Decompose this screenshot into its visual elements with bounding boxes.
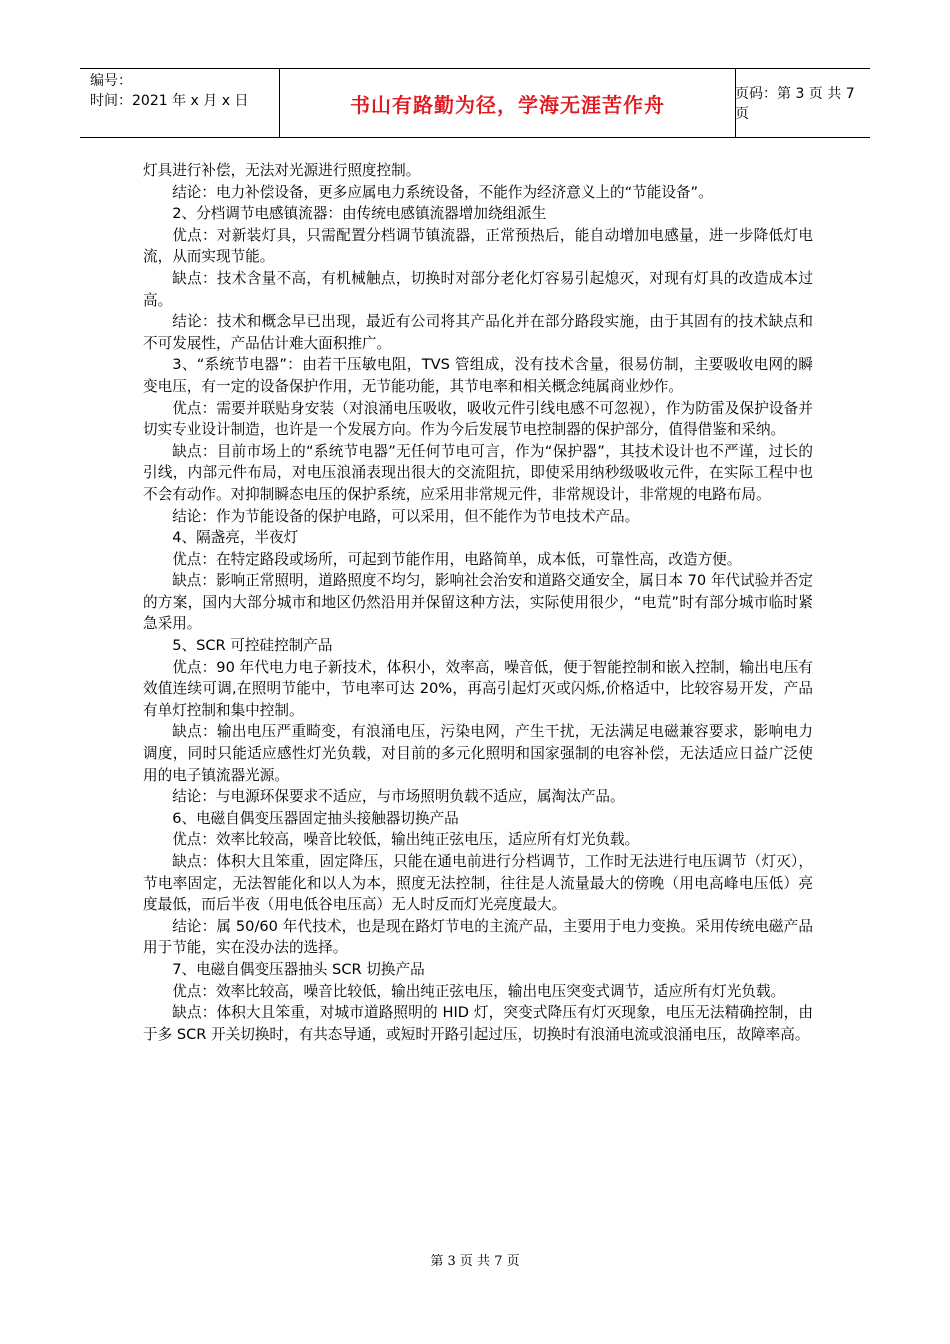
paragraph: 缺点：目前市场上的“系统节电器”无任何节电可言，作为“保护器”，其技术设计也不严谨，过长的引线，内部元件布局，对电压浪涌表现出很大的交流阻抗，即使采用纳秒级吸收元件，在实际工程中也不会有动作。对抑制瞬态电压的保护系统，应采用非常规元件，非常规设计，非常规的电路布局。 bbox=[143, 442, 813, 503]
paragraph: 优点：在特定路段或场所，可起到节能作用，电路简单，成本低，可靠性高，改造方便。 bbox=[172, 550, 742, 568]
paragraph: 3、“系统节电器”：由若干压敏电阻，TVS 管组成，没有技术含量，很易仿制，主要吸收电网的瞬变电压，有一定的设备保护作用，无节能功能，其节电率和相关概念纯属商业炒作。 bbox=[143, 356, 813, 395]
paragraph: 优点：需要并联贴身安装（对浪涌电压吸收，吸收元件引线电感不可忽视），作为防雷及保护设备并切实专业设计制造，也许是一个发展方向。作为今后发展节电控制器的保护部分，值得借鉴和采纳。 bbox=[143, 399, 813, 439]
header-meta bbox=[80, 69, 280, 137]
paragraph: 2、分档调节电感镇流器：由传统电感镇流器增加绕组派生 bbox=[172, 205, 547, 223]
paragraph: 结论：作为节能设备的保护电路，可以采用，但不能作为节电技术产品。 bbox=[172, 507, 640, 525]
paragraph: 4、隔盏亮，半夜灯 bbox=[172, 529, 299, 547]
paragraph: 优点：对新装灯具，只需配置分档调节镇流器，正常预热后，能自动增加电感量，进一步降低灯电流，从而实现节能。 bbox=[143, 226, 813, 266]
paragraph: 缺点：体积大且笨重，对城市道路照明的 HID 灯，突变式降压有灯灭现象，电压无法精确控制，由于多 SCR 开关切换时，有共态导通，或短时开路引起过压，切换时有浪涌电流或浪涌电压，故障率高。 bbox=[143, 1004, 814, 1043]
paragraph: 结论：属 50/60 年代技术，也是现在路灯节电的主流产品，主要用于电力变换。采用传统电磁产品用于节能，实在没办法的选择。 bbox=[143, 917, 813, 957]
document-body bbox=[143, 160, 813, 1045]
paragraph: 6、电磁自偶变压器固定抽头接触器切换产品 bbox=[172, 809, 459, 827]
paragraph: 优点：效率比较高，噪音比较低，输出纯正弦电压，适应所有灯光负载。 bbox=[172, 831, 640, 849]
paragraph: 5、SCR 可控硅控制产品 bbox=[172, 637, 333, 655]
paragraph: 优点：效率比较高，噪音比较低，输出纯正弦电压，输出电压突变式调节，适应所有灯光负载。 bbox=[172, 982, 786, 1000]
paragraph: 结论：与电源环保要求不适应，与市场照明负载不适应，属淘汰产品。 bbox=[172, 788, 625, 806]
paragraph: 缺点：输出电压严重畸变，有浪涌电压，污染电网，产生干扰，无法满足电磁兼容要求，影响电力调度，同时只能适应感性灯光负载，对目前的多元化照明和国家强制的电容补偿，无法适应日益广泛使用的电子镇流器光源。 bbox=[143, 723, 813, 784]
paragraph: 缺点：体积大且笨重，固定降压，只能在通电前进行分档调节，工作时无法进行电压调节（灯灭），节电率固定，无法智能化和以人为本，照度无法控制，往往是人流量最大的傍晚（用电高峰电压低）亮度最低，而后半夜（用电低谷电压高）无人时反而灯光亮度最大。 bbox=[143, 853, 813, 914]
paragraph: 优点：90 年代电力电子新技术，体积小，效率高，噪音低，便于智能控制和嵌入控制，输出电压有效值连续可调,在照明节能中，节电率可达 20%，再高引起灯灭或闪烁,价格适中，比较容易开发，产品有单灯控制和集中控制。 bbox=[143, 658, 813, 719]
page-footer: 第 3 页 共 7 页 bbox=[430, 1254, 520, 1269]
paragraph: 结论：技术和概念早已出现，最近有公司将其产品化并在部分路段实施，由于其固有的技术缺点和不可发展性，产品估计难大面积推广。 bbox=[143, 313, 813, 352]
header-page-info: 页码：第 3 页 共 7 页 bbox=[735, 86, 855, 122]
paragraph: 缺点：影响正常照明，道路照度不均匀，影响社会治安和道路交通安全，属日本 70 年代试验并否定的方案，国内大部分城市和地区仍然沿用并保留这种方法，实际使用很少，“电荒”时有部分城市临时紧急采用。 bbox=[143, 572, 813, 633]
document-date: 时间：2021 年 x 月 x 日 bbox=[90, 93, 249, 109]
paragraph: 结论：电力补偿设备，更多应属电力系统设备，不能作为经济意义上的“节能设备”。 bbox=[172, 183, 713, 201]
paragraph: 灯具进行补偿，无法对光源进行照度控制。 bbox=[143, 162, 421, 179]
paragraph: 7、电磁自偶变压器抽头 SCR 切换产品 bbox=[172, 960, 425, 978]
paragraph: 缺点：技术含量不高，有机械触点，切换时对部分老化灯容易引起熄灭，对现有灯具的改造成本过高。 bbox=[143, 269, 813, 309]
header-motto: 书山有路勤为径，学海无涯苦作舟 bbox=[350, 92, 665, 117]
page-header bbox=[80, 68, 870, 138]
header-motto-cell bbox=[280, 69, 736, 137]
document-number-label: 编号： bbox=[90, 73, 132, 89]
